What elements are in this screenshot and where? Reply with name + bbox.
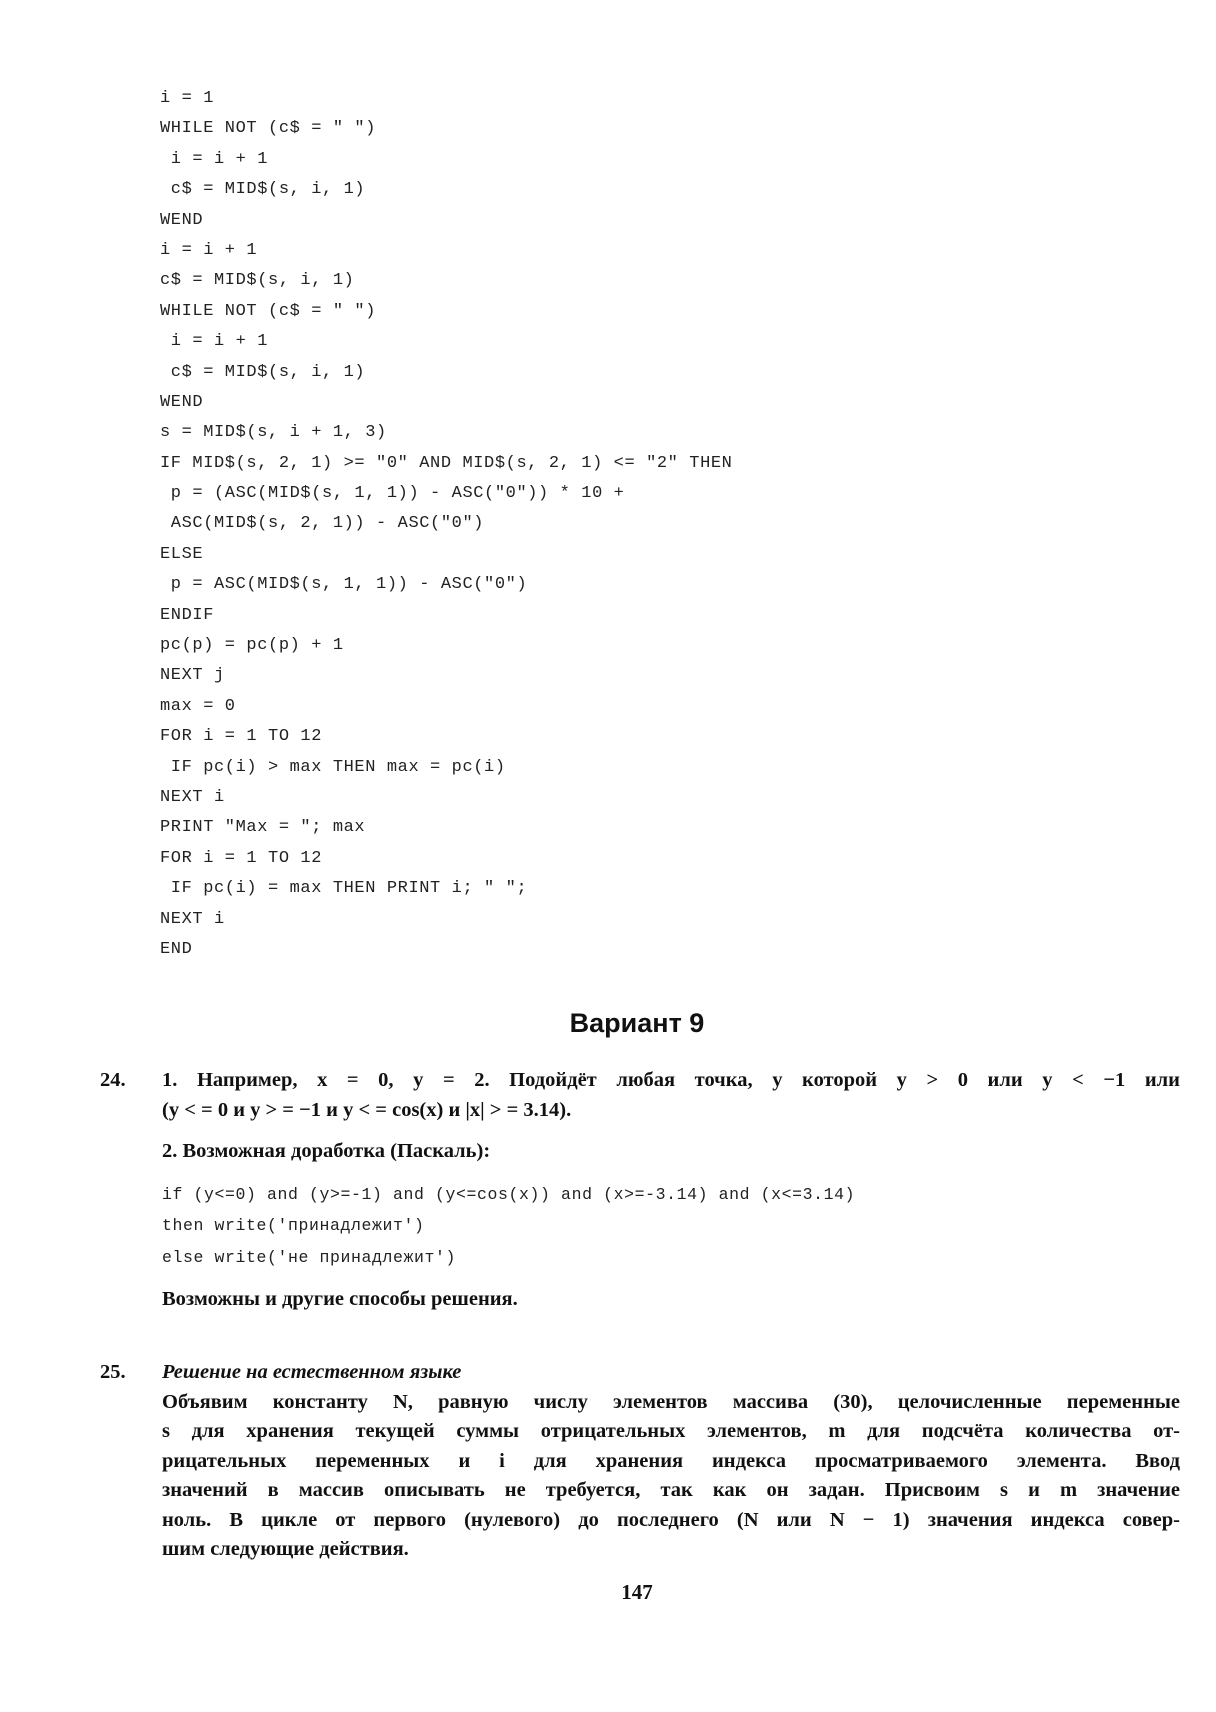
code-line: NEXT j [160, 666, 225, 686]
pascal-code-listing [162, 1179, 1180, 1274]
code-line: c$ = MID$(s, i, 1) [160, 271, 355, 291]
code-line: IF pc(i) > max THEN max = pc(i) [160, 757, 506, 777]
code-line: NEXT i [160, 909, 225, 929]
task-24-body [162, 1066, 1180, 1315]
code-line: FOR i = 1 TO 12 [160, 727, 323, 747]
code-line: IF pc(i) = max THEN PRINT i; " "; [160, 879, 528, 899]
task-25-line: ноль. В цикле от первого (нулевого) до последнего (N или N − 1) значения индекса совер- [162, 1508, 1180, 1531]
task-25-line: рицательных переменных и i для хранения индекса просматриваемого элемента. Ввод [162, 1449, 1180, 1472]
code-line: p = (ASC(MID$(s, 1, 1)) - ASC("0")) * 10 + [160, 484, 625, 504]
code-line: c$ = MID$(s, i, 1) [160, 362, 366, 382]
task-24-note: Возможны и другие способы решения. [162, 1288, 518, 1310]
code-line: FOR i = 1 TO 12 [160, 848, 323, 868]
page-number: 147 [621, 1580, 653, 1604]
task-24-item2-title: 2. Возможная доработка (Паскаль): [162, 1140, 491, 1162]
task-25-line: шим следующие действия. [162, 1538, 409, 1560]
code-line: c$ = MID$(s, i, 1) [160, 180, 366, 200]
code-line: IF MID$(s, 2, 1) >= "0" AND MID$(s, 2, 1) <= "2" THEN [160, 453, 733, 473]
code-line: WEND [160, 392, 204, 412]
basic-code-listing [160, 84, 733, 965]
code-line: WEND [160, 210, 204, 230]
code-line: else write('не принадлежит') [162, 1247, 457, 1267]
code-line: ELSE [160, 544, 204, 564]
task-25-body [162, 1358, 1180, 1565]
task-24-item1-line1: 1. Например, x = 0, y = 2. Подойдёт любая точка, у которой y > 0 или y < −1 или [162, 1069, 1180, 1091]
code-line: i = i + 1 [160, 149, 269, 169]
task-24-item1-line2: (y < = 0 и y > = −1 и y < = cos(x) и |x| > = 3.14). [162, 1098, 572, 1121]
code-line: i = i + 1 [160, 240, 258, 260]
task-24-number: 24. [100, 1069, 126, 1091]
code-line: i = 1 [160, 89, 215, 108]
code-line: max = 0 [160, 696, 236, 716]
code-line: then write('принадлежит') [162, 1216, 425, 1235]
code-line: if (y<=0) and (y>=-1) and (y<=cos(x)) and (x>=-3.14) and (x<=3.14) [162, 1184, 856, 1204]
code-line: ENDIF [160, 605, 215, 625]
code-line: WHILE NOT (c$ = " ") [160, 301, 377, 321]
task-25-line: s для хранения текущей суммы отрицательных элементов, m для подсчёта количества от- [162, 1420, 1180, 1442]
task-25-line: Объявим константу N, равную числу элементов массива (30), целочисленные переменные [162, 1390, 1180, 1413]
task-25-number: 25. [100, 1361, 126, 1383]
code-line: s = MID$(s, i + 1, 3) [160, 423, 387, 443]
task-25-line: значений в массив описывать не требуется, так как он задан. Присвоим s и m значение [162, 1479, 1180, 1501]
task-25-subtitle: Решение на естественном языке [162, 1361, 462, 1383]
variant-heading: Вариант 9 [569, 1008, 705, 1038]
code-line: ASC(MID$(s, 2, 1)) - ASC("0") [160, 514, 485, 534]
code-line: p = ASC(MID$(s, 1, 1)) - ASC("0") [160, 575, 528, 595]
task-24 [100, 1066, 1180, 1315]
code-line: END [160, 939, 193, 959]
code-line: i = i + 1 [160, 332, 269, 352]
code-line: PRINT "Max = "; max [160, 818, 366, 838]
code-line: WHILE NOT (c$ = " ") [160, 119, 377, 139]
code-line: pc(p) = pc(p) + 1 [160, 636, 344, 656]
task-25 [100, 1358, 1180, 1565]
code-line: NEXT i [160, 787, 225, 807]
